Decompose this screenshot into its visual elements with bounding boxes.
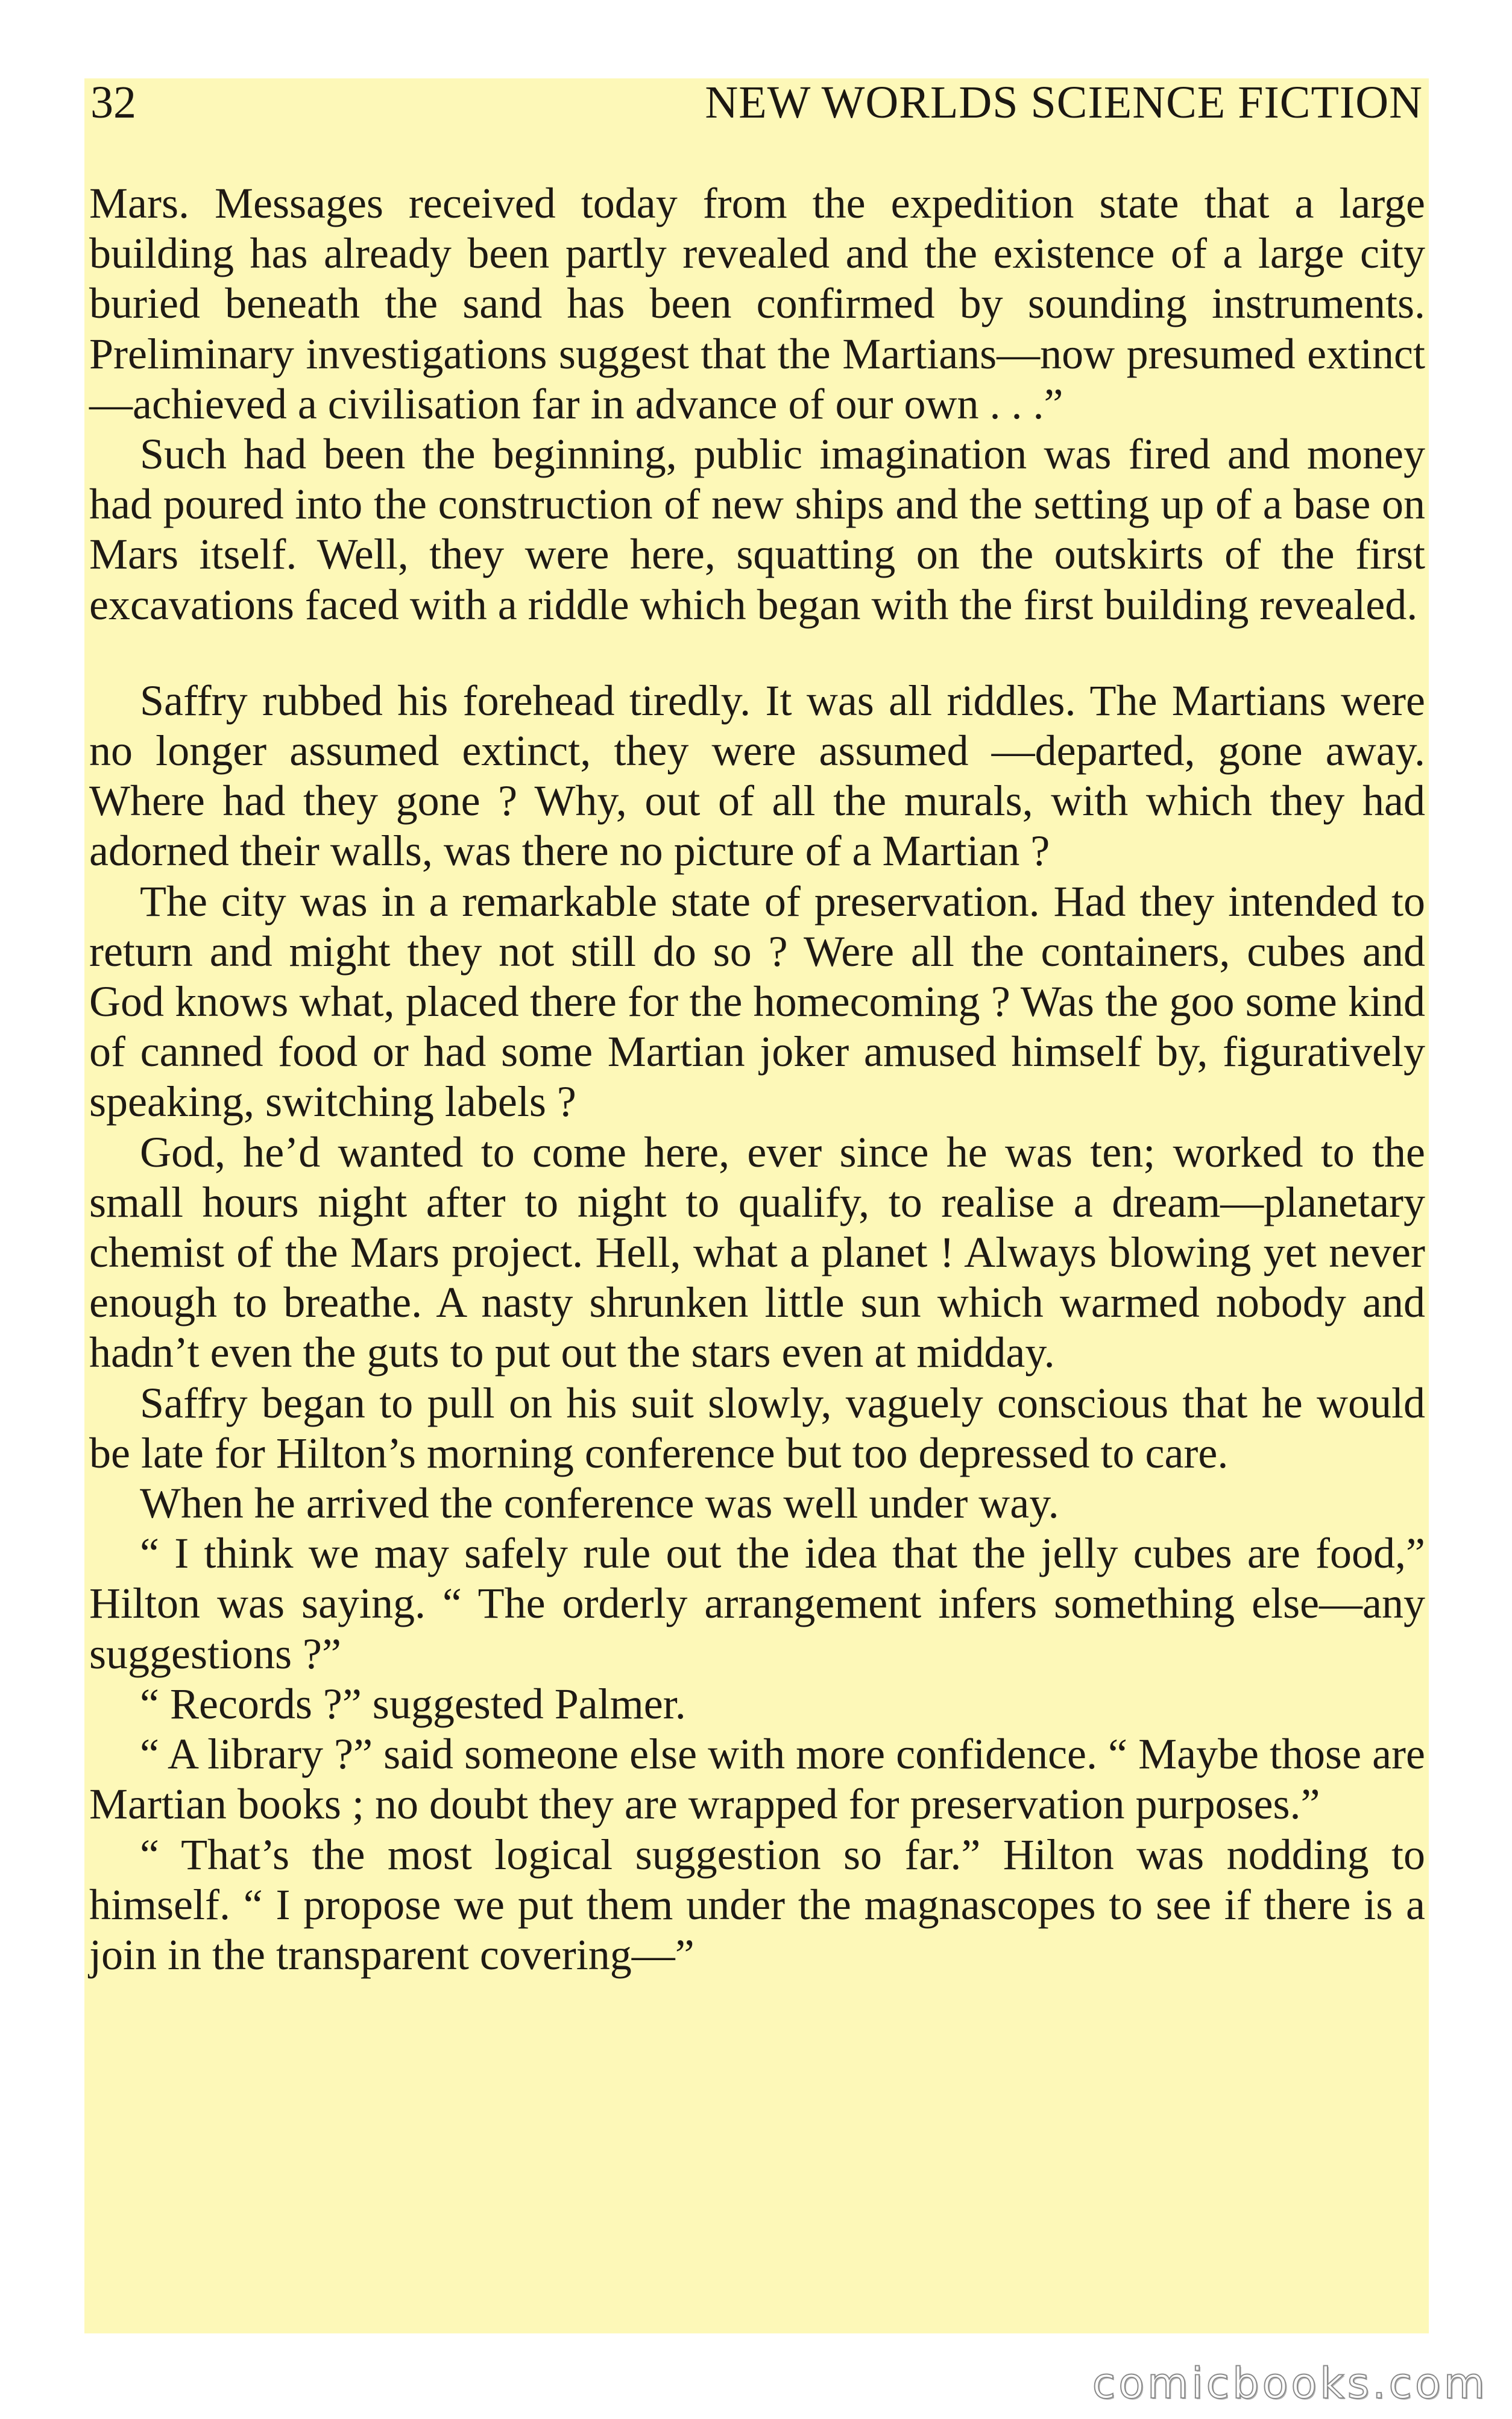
section-break — [89, 630, 1425, 676]
paragraph-5: God, he’d wanted to come here, ever since he was ten; worked to the small hours night after to night to qualify, to realise a dream—planetary chemist of the Mars project. Hell, what a planet ! Always blowing yet never enough to breathe. A nasty shrunken little sun which warmed nobody and hadn’t even the guts to put out the stars even at midday. — [89, 1128, 1425, 1377]
paragraph-1: Mars. Messages received today from the expedition state that a large building has already been partly revealed and the existence of a large city buried beneath the sand has been confirmed by sounding instruments. Preliminary investigations suggest that the Martians—now presumed extinct—achieved a civilisation far in advance of our own . . .” — [89, 179, 1425, 428]
watermark-text: comicbooks.com — [1092, 2359, 1488, 2408]
paragraph-3: Saffry rubbed his forehead tiredly. It was all riddles. The Martians were no longer assumed extinct, they were assumed —departed, gone away. Where had they gone ? Why, out of all the murals, with which they had adorned their walls, was there no picture of a Martian ? — [89, 676, 1425, 875]
paragraph-10: “ A library ?” said someone else with more confidence. “ Maybe those are Martian books ; no doubt they are wrapped for preservation purposes.” — [89, 1730, 1425, 1829]
paragraph-8: “ I think we may safely rule out the idea that the jelly cubes are food,” Hilton was saying. “ The orderly arrangement infers something else—any suggestions ?” — [89, 1529, 1425, 1678]
paragraph-11: “ That’s the most logical suggestion so far.” Hilton was nodding to himself. “ I propose we put them under the magnascopes to see if there is a join in the transparent covering—” — [89, 1830, 1425, 1979]
paragraph-9: “ Records ?” suggested Palmer. — [140, 1679, 686, 1728]
story-text — [89, 178, 1425, 1980]
paragraph-7: When he arrived the conference was well under way. — [140, 1479, 1059, 1528]
page-header — [90, 72, 1423, 133]
paragraph-4: The city was in a remarkable state of preservation. Had they intended to return and might they not still do so ? Were all the containers, cubes and God knows what, placed there for the homecoming ? Was the goo some kind of canned food or had some Martian joker amused himself by, figuratively speaking, switching labels ? — [89, 877, 1425, 1126]
page-number: 32 — [90, 77, 136, 128]
paragraph-6: Saffry began to pull on his suit slowly, vaguely conscious that he would be late for Hilton’s morning conference but too depressed to care. — [89, 1378, 1425, 1477]
running-title: NEW WORLDS SCIENCE FICTION — [705, 77, 1423, 128]
paragraph-2: Such had been the beginning, public imagination was fired and money had poured into the construction of new ships and the setting up of a base on Mars itself. Well, they were here, squatting on the outskirts of the first excavations faced with a riddle which began with the first building revealed. — [89, 430, 1425, 629]
